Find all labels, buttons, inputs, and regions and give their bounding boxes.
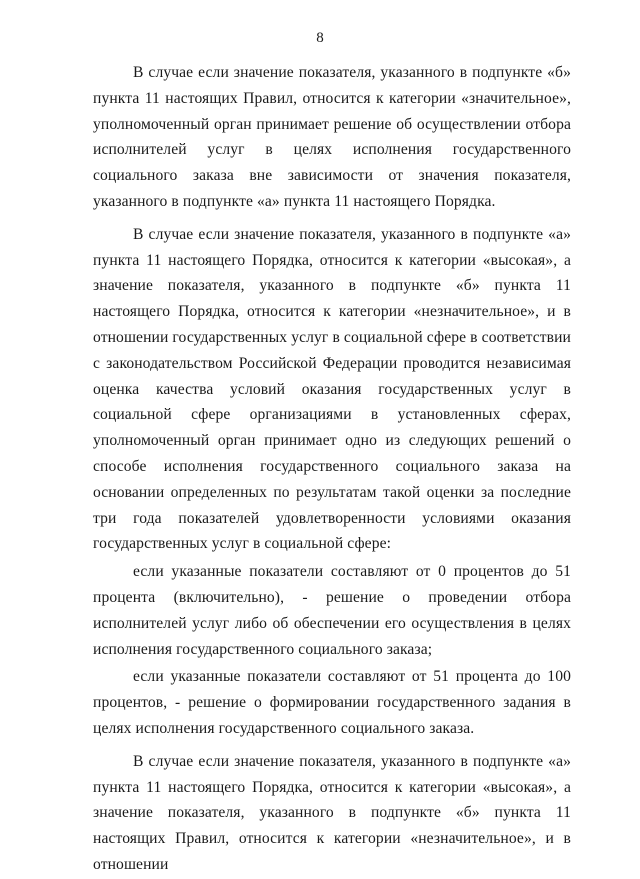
- page-number: 8: [316, 30, 324, 46]
- paragraph-option-51-100-percent: если указанные показатели составляют от 51 процента до 100 процентов, - решение о формировании государственного задания в целях исполнения государственного социального заказа.: [93, 668, 571, 737]
- document-body: [93, 60, 571, 878]
- paragraph-option-0-51-percent: если указанные показатели составляют от 0 процентов до 51 процента (включительно), - решение о проведении отбора исполнителей услуг либо об обеспечении его осуществления в целях исполнения государственного социального заказа;: [93, 563, 571, 658]
- paragraph-significant-category: В случае если значение показателя, указанного в подпункте «б» пункта 11 настоящих Правил, относится к категории «значительное», уполномоченный орган принимает решение об осуществлении отбора исполнителей услуг в целях исполнения государственного социального заказа вне зависимости от значения показателя, указанного в подпункте «а» пункта 11 настоящего Порядка.: [93, 64, 571, 210]
- paragraph-high-insignificant-category-rules: В случае если значение показателя, указанного в подпункте «а» пункта 11 настоящего Порядка, относится к категории «высокая», а значение показателя, указанного в подпункте «б» пункта 11 настоящих Правил, относится к категории «незначительное», и в отношении: [93, 752, 571, 873]
- paragraph-high-insignificant-category: В случае если значение показателя, указанного в подпункте «а» пункта 11 настоящего Порядка, относится к категории «высокая», а значение показателя, указанного в подпункте «б» пункта 11 настоящего Порядка, относится к категории «незначительное», и в отношении государственных услуг в социальной сфере в соответствии с законодательством Российской Федерации проводится независимая оценка качества условий оказания государственных услуг в социальной сфере организациями в установленных сферах, уполномоченный орган принимает одно из следующих решений о способе исполнения государственного социального заказа на основании определенных по результатам такой оценки за последние три года показателей удовлетворенности условиями оказания государственных услуг в социальной сфере:: [93, 225, 571, 553]
